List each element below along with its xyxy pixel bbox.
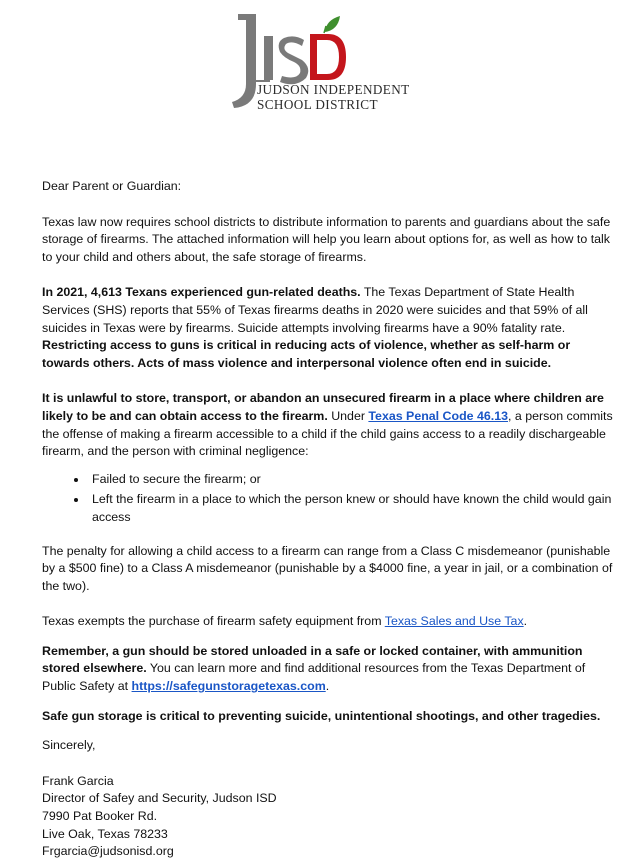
address-line-1: 7990 Pat Booker Rd. (42, 809, 158, 824)
safegunstorage-link[interactable]: https://safegunstoragetexas.com (131, 679, 326, 694)
statistics-text: The Texas Department of State Health Services (SHS) reports that 55% of Texas firearms deaths in 2020 were suicides and that 59% of all suicides in Texas were by firearms. Suicide attempts involving firearms have a 90% fatality rate. (42, 285, 588, 335)
paragraph-unlawful-storage (42, 390, 618, 460)
reminder-text: You can learn more and find additional resources from the Texas Department of Public Safety at (42, 661, 586, 694)
closing: Sincerely, (42, 738, 96, 753)
penal-code-link[interactable]: Texas Penal Code 46.13 (368, 408, 508, 423)
letter-body (42, 178, 618, 861)
list-item: • Left the firearm in a place to which the person knew or should have known the child would gain access (88, 491, 618, 526)
tax-text: Texas exempts the purchase of firearm safety equipment from (42, 614, 385, 629)
paragraph-statistics (42, 284, 618, 372)
signer-name: Frank Garcia (42, 773, 114, 788)
negligence-list (42, 471, 618, 527)
sales-tax-link[interactable]: Texas Sales and Use Tax (384, 614, 524, 629)
unlawful-lead: It is unlawful to store, transport, or abandon an unsecured firearm in a place where children are likely to be and can obtain access to the firearm. (42, 391, 604, 423)
address-line-2: Live Oak, Texas 78233 (42, 826, 168, 841)
paragraph-law-requirement: Texas law now requires school districts to distribute information to parents and guardians about the safe storage of firearms. The attached information will help you learn about options for, as well as how to talk to your child and others about, the safe storage of firearms. (42, 214, 611, 264)
paragraph-tax-exemption (42, 613, 618, 631)
paragraph-penalty: The penalty for allowing a child access to a firearm can range from a Class C misdemeanor (punishable by a $500 fine) to a Class A misdemeanor (punishable by a $4000 fine, a year in jail, or a combination of the two). (42, 543, 613, 593)
logo-line-2: SCHOOL DISTRICT (257, 97, 378, 112)
district-logo (222, 10, 422, 110)
reminder-end: . (325, 679, 330, 694)
tax-end: . (523, 614, 528, 629)
logo-line-1: JUDSON INDEPENDENT (257, 82, 410, 97)
signer-email: Frgarcia@judsonisd.org (42, 844, 174, 859)
unlawful-text-before-link: Under (327, 408, 369, 423)
statistics-lead: In 2021, 4,613 Texans experienced gun-related deaths. (42, 285, 361, 300)
list-item: • Failed to secure the firearm; or (88, 471, 618, 489)
paragraph-conclusion: Safe gun storage is critical to preventing suicide, unintentional shootings, and other tragedies. (42, 708, 601, 723)
unlawful-text-after-link: , a person commits the offense of making a firearm accessible to a child if the child gains access to a readily dischargeable firearm, and the person with criminal negligence: (42, 408, 613, 459)
reminder-lead: Remember, a gun should be stored unloaded in a safe or locked container, with ammunition stored elsewhere. (42, 643, 583, 676)
greeting: Dear Parent or Guardian: (42, 179, 182, 193)
statistics-emphasis: Restricting access to guns is critical in reducing acts of violence, whether as self-harm or towards others. Acts of mass violence and interpersonal violence often end in suicide. (42, 338, 571, 370)
signature-block (42, 773, 618, 861)
paragraph-storage-reminder (42, 643, 618, 696)
signer-title: Director of Safey and Security, Judson ISD (42, 791, 277, 806)
